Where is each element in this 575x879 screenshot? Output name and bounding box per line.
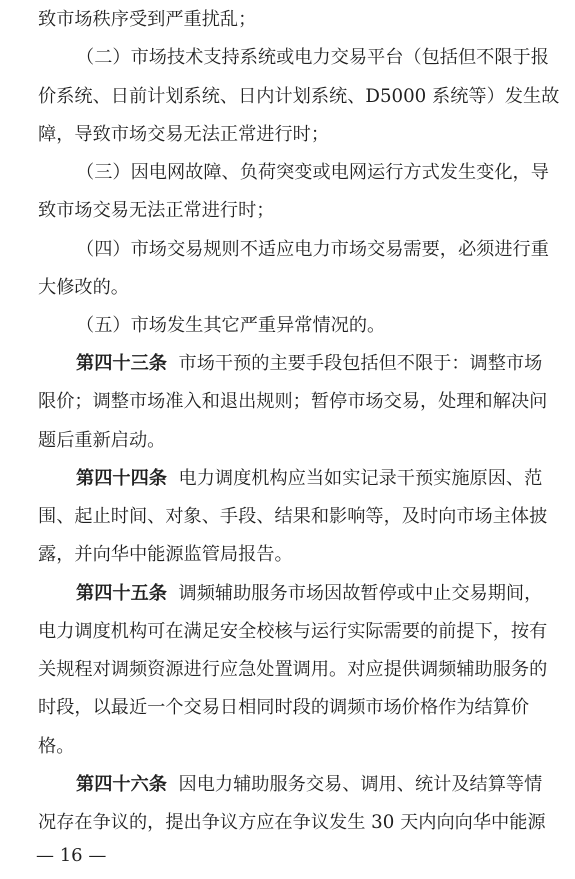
article-44-first-line <box>76 467 575 491</box>
text-line: 格。 <box>38 736 75 757</box>
text-line: 关规程对调频资源进行应急处置调用。对应提供调频辅助服务的 <box>38 659 548 680</box>
article-46-text: 因电力辅助服务交易、调用、统计及结算等情 <box>178 774 543 795</box>
list-item-3: （三）因电网故障、负荷突变或电网运行方式发生变化，导 <box>76 162 549 183</box>
text-line: 露，并向华中能源监管局报告。 <box>38 544 293 565</box>
article-44-text: 电力调度机构应当如实记录干预实施原因、范 <box>178 468 543 489</box>
article-45-first-line <box>76 582 575 606</box>
page-number: — 16 — <box>36 845 107 866</box>
article-45-heading: 第四十五条 <box>76 583 167 604</box>
article-44-heading: 第四十四条 <box>76 468 167 489</box>
article-43-text: 市场干预的主要手段包括但不限于：调整市场 <box>178 353 543 374</box>
text-line: 时段，以最近一个交易日相同时段的调频市场价格作为结算价 <box>38 697 530 718</box>
article-43-first-line <box>76 352 575 376</box>
text-line: 障，导致市场交易无法正常进行时； <box>38 124 330 145</box>
text-line: 况存在争议的，提出争议方应在争议发生 30 天内向向华中能源 <box>38 812 546 833</box>
text-line: 围、起止时间、对象、手段、结果和影响等，及时向市场主体披 <box>38 506 548 527</box>
text-line: 大修改的。 <box>38 277 129 298</box>
article-45-text: 调频辅助服务市场因故暂停或中止交易期间， <box>178 583 543 604</box>
list-item-2: （二）市场技术支持系统或电力交易平台（包括但不限于报 <box>76 47 549 68</box>
article-43-heading: 第四十三条 <box>76 353 167 374</box>
text-line: 题后重新启动。 <box>38 430 166 451</box>
text-line: 电力调度机构可在满足安全校核与运行实际需要的前提下，按有 <box>38 621 548 642</box>
text-line: 致市场秩序受到严重扰乱； <box>38 9 257 30</box>
list-item-4: （四）市场交易规则不适应电力市场交易需要，必须进行重 <box>76 239 549 260</box>
text-line: 限价；调整市场准入和退出规则；暂停市场交易，处理和解决问 <box>38 391 548 412</box>
list-item-5: （五）市场发生其它严重异常情况的。 <box>76 315 386 336</box>
article-46-heading: 第四十六条 <box>76 774 167 795</box>
text-line: 致市场交易无法正常进行时； <box>38 200 275 221</box>
article-46-first-line <box>76 773 575 797</box>
text-line: 价系统、日前计划系统、日内计划系统、D5000 系统等）发生故 <box>38 86 560 107</box>
